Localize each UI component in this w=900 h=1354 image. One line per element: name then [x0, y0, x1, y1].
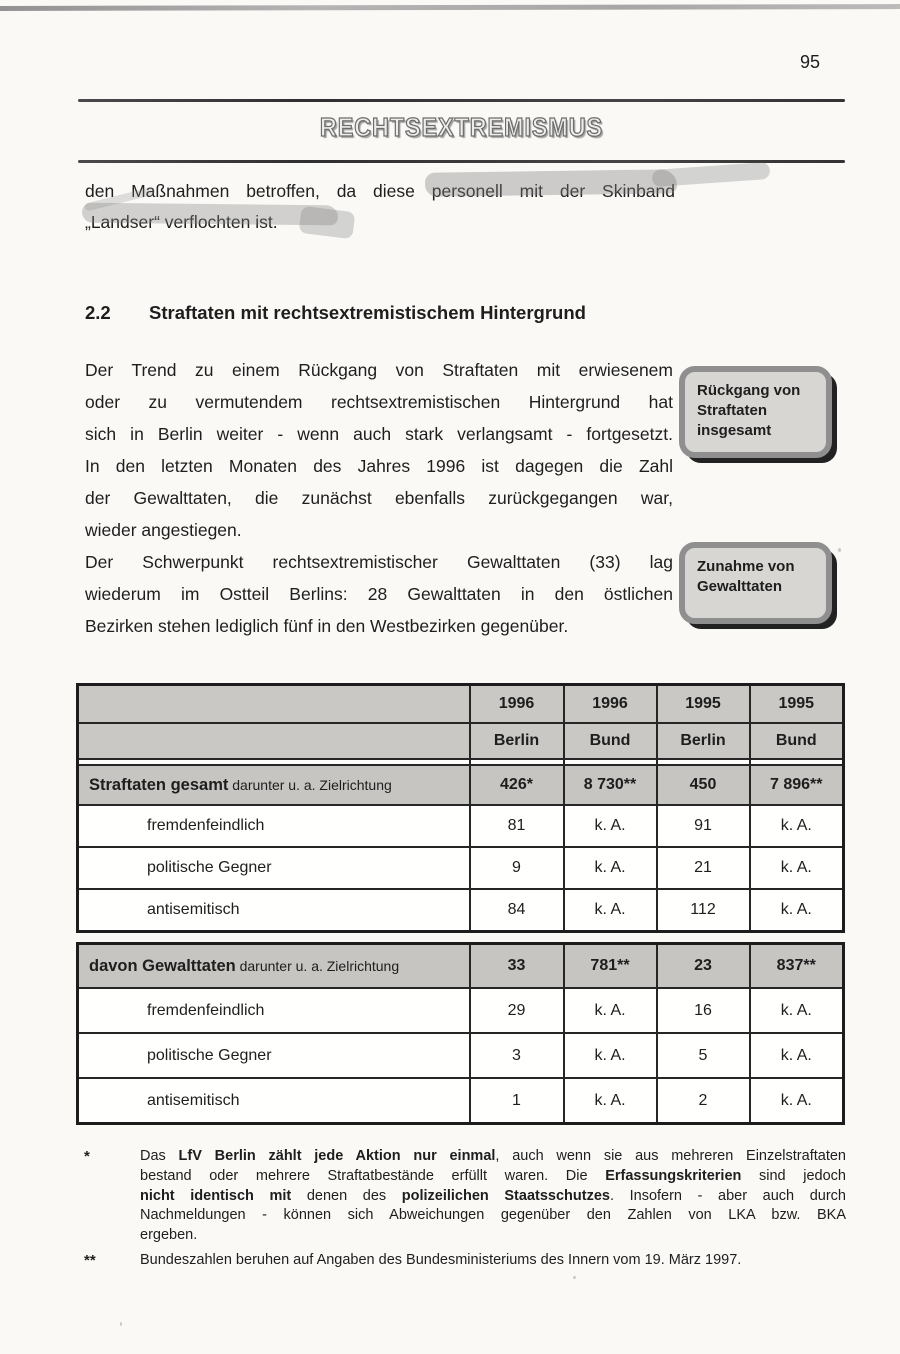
- section-number: 2.2: [85, 302, 111, 323]
- value-cell: k. A.: [750, 805, 844, 847]
- callout-rueckgang-von-straftaten: [679, 366, 832, 458]
- value-cell: k. A.: [564, 988, 657, 1033]
- table-row: [78, 988, 844, 1033]
- body-line: der Gewalttaten, die zunächst ebenfalls zurückgegangen war,: [85, 488, 673, 508]
- footnote-single-asterisk: [84, 1147, 846, 1246]
- year-header-cell: 1995: [657, 685, 750, 724]
- page-number: 95: [800, 52, 821, 72]
- row-label-cell: politische Gegner: [78, 1033, 470, 1078]
- statistics-table-gewalttaten: [76, 942, 845, 1125]
- table-row: [78, 805, 844, 847]
- value-cell: k. A.: [564, 1078, 657, 1124]
- table-row: [78, 889, 844, 932]
- value-cell: 91: [657, 805, 750, 847]
- year-header-cell: 1995: [750, 685, 844, 724]
- body-line: Der Trend zu einem Rückgang von Straftaten mit erwiesenem: [85, 360, 673, 380]
- footnote-text: [140, 1251, 846, 1271]
- body-line: Bezirken stehen lediglich fünf in den Westbezirken gegenüber.: [85, 616, 569, 636]
- value-cell: 23: [657, 944, 750, 989]
- section-title: Straftaten mit rechtsextremistischem Hintergrund: [149, 302, 586, 323]
- row-label-cell: politische Gegner: [78, 847, 470, 889]
- callout-line: insgesamt: [697, 422, 772, 439]
- value-cell: k. A.: [750, 1078, 844, 1124]
- value-cell: 16: [657, 988, 750, 1033]
- callout-line: Rückgang von: [697, 382, 801, 399]
- intro-line: den Maßnahmen betroffen, da diese personell mit der Skinband: [85, 181, 675, 201]
- empty-header-cell: [78, 723, 470, 759]
- scan-speck: [120, 1322, 122, 1326]
- value-cell: 84: [470, 889, 564, 932]
- body-line: Der Schwerpunkt rechtsextremistischer Gewalttaten (33) lag: [85, 552, 673, 572]
- callout-zunahme-von-gewalttaten: [679, 542, 832, 624]
- table-row: [78, 1033, 844, 1078]
- row-label-cell: antisemitisch: [78, 1078, 470, 1124]
- section-label-bold: Straftaten gesamt: [89, 775, 229, 794]
- footnote-text: [140, 1147, 846, 1246]
- footnote-line: ergeben.: [140, 1227, 198, 1244]
- footnote-line: Nachmeldungen - können sich Abweichungen gegenüber den Zahlen von LKA bzw. BKA: [140, 1207, 846, 1224]
- table-section-row-davon-gewalttaten: [78, 944, 844, 989]
- value-cell: 112: [657, 889, 750, 932]
- value-cell: k. A.: [750, 1033, 844, 1078]
- callout-line: Zunahme von: [697, 558, 795, 575]
- intro-paragraph: [85, 176, 675, 238]
- document-title: RECHTSEXTREMISMUS: [319, 112, 604, 142]
- value-cell: 33: [470, 944, 564, 989]
- value-cell: 29: [470, 988, 564, 1033]
- footnote-marker: **: [84, 1251, 96, 1269]
- body-line: wieder angestiegen.: [85, 520, 242, 540]
- footnote-line: Das LfV Berlin zählt jede Aktion nur einmal, auch wenn sie aus mehreren Einzelstraftaten: [140, 1148, 846, 1164]
- callout-line: Gewalttaten: [697, 578, 783, 595]
- value-cell: 837**: [750, 944, 844, 989]
- value-cell: 781**: [564, 944, 657, 989]
- body-line: In den letzten Monaten des Jahres 1996 ist dagegen die Zahl: [85, 456, 673, 476]
- body-line: oder zu vermutendem rechtsextremistischen Hintergrund hat: [85, 392, 673, 412]
- header-rule-bottom: [78, 160, 845, 163]
- footnotes: [84, 1147, 846, 1271]
- footnote-line: Bundeszahlen beruhen auf Angaben des Bundesministeriums des Innern vom 19. März 1997.: [140, 1251, 742, 1268]
- region-header-cell: Bund: [564, 723, 657, 759]
- empty-header-cell: [78, 685, 470, 724]
- value-cell: 8 730**: [564, 765, 657, 805]
- value-cell: 1: [470, 1078, 564, 1124]
- row-label-cell: fremdenfeindlich: [78, 805, 470, 847]
- footnote-marker: *: [84, 1148, 90, 1165]
- year-header-cell: 1996: [564, 685, 657, 724]
- value-cell: 5: [657, 1033, 750, 1078]
- row-label-cell: fremdenfeindlich: [78, 988, 470, 1033]
- value-cell: k. A.: [564, 889, 657, 932]
- value-cell: 7 896**: [750, 765, 844, 805]
- footnote-line: bestand oder mehrere Straftatbestände erfüllt waren. Die Erfassungskriterien sind jedoch: [140, 1167, 846, 1184]
- table-region-header-row: [78, 723, 844, 759]
- section-label-cell: [78, 944, 470, 989]
- value-cell: 81: [470, 805, 564, 847]
- year-header-cell: 1996: [470, 685, 564, 724]
- value-cell: 450: [657, 765, 750, 805]
- scan-artifact-top-edge: [0, 4, 900, 11]
- section-label-bold: davon Gewalttaten: [89, 956, 236, 975]
- value-cell: 21: [657, 847, 750, 889]
- value-cell: k. A.: [564, 847, 657, 889]
- table-row: [78, 1078, 844, 1124]
- section-heading: [85, 302, 586, 324]
- table-year-header-row: [78, 685, 844, 724]
- callout-line: Straftaten: [697, 402, 768, 419]
- footnote-double-asterisk: [84, 1251, 846, 1271]
- region-header-cell: Berlin: [657, 723, 750, 759]
- row-label-cell: antisemitisch: [78, 889, 470, 932]
- value-cell: 2: [657, 1078, 750, 1124]
- value-cell: k. A.: [750, 988, 844, 1033]
- section-label-cell: [78, 765, 470, 805]
- value-cell: 9: [470, 847, 564, 889]
- header-rule-top: [78, 99, 845, 102]
- table-row: [78, 847, 844, 889]
- intro-line: „Landser“ verflochten ist.: [85, 212, 278, 232]
- section-label-rest: darunter u. a. Zielrichtung: [228, 776, 392, 793]
- value-cell: k. A.: [750, 889, 844, 932]
- value-cell: 3: [470, 1033, 564, 1078]
- statistics-table-straftaten: [76, 683, 845, 933]
- scan-speck: [573, 1276, 576, 1279]
- value-cell: k. A.: [564, 805, 657, 847]
- value-cell: k. A.: [750, 847, 844, 889]
- footnote-line: nicht identisch mit denen des polizeilichen Staatsschutzes. Insofern - aber auch durch: [140, 1187, 846, 1204]
- scan-speck: [838, 548, 841, 552]
- region-header-cell: Bund: [750, 723, 844, 759]
- section-label-rest: darunter u. a. Zielrichtung: [235, 957, 400, 974]
- table-section-row-straftaten-gesamt: [78, 765, 844, 805]
- body-line: sich in Berlin weiter - wenn auch stark verlangsamt - fortgesetzt.: [85, 424, 673, 444]
- body-line: wiederum im Ostteil Berlins: 28 Gewalttaten in den östlichen: [85, 584, 673, 604]
- value-cell: 426*: [470, 765, 564, 805]
- body-paragraphs: [85, 354, 673, 642]
- region-header-cell: Berlin: [470, 723, 564, 759]
- value-cell: k. A.: [564, 1033, 657, 1078]
